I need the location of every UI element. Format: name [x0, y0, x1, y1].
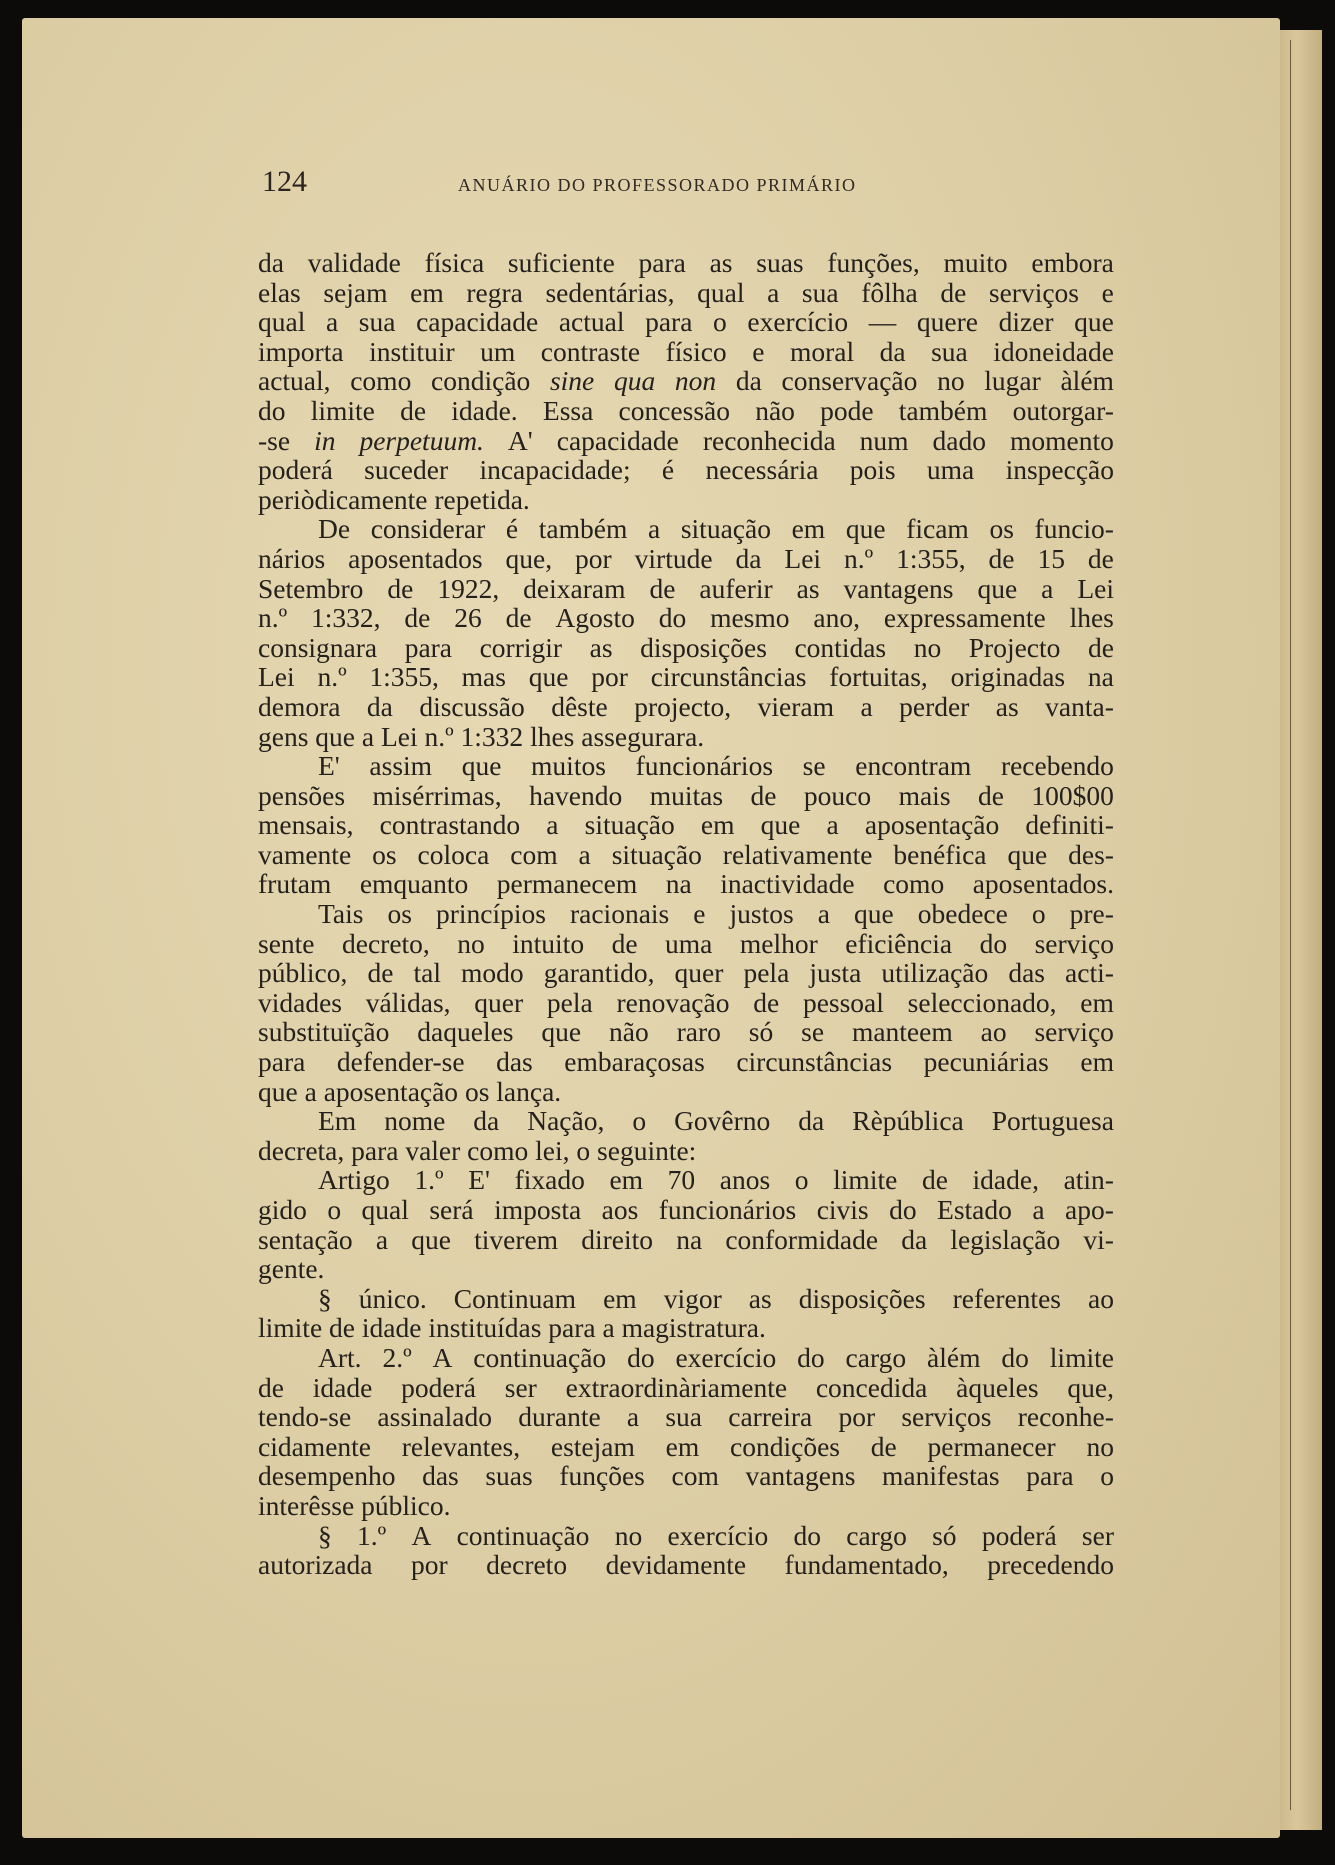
text-line: n.º 1:332, de 26 de Agosto do mesmo ano, expressamente lhes: [258, 602, 1114, 634]
text-line: actual, como condição sine qua non da conservação no lugar àlém: [258, 365, 1114, 397]
text-line: interêsse público.: [258, 1489, 451, 1521]
text-line: E' assim que muitos funcionários se encontram recebendo: [318, 750, 1114, 782]
text-line: Setembro de 1922, deixaram de auferir as vantagens que a Lei: [258, 572, 1114, 604]
running-title: ANUÁRIO DO PROFESSORADO PRIMÁRIO: [458, 175, 857, 195]
text-line: Art. 2.º A continuação do exercício do cargo àlém do limite: [318, 1341, 1114, 1373]
text-line: que a aposentação os lança.: [258, 1075, 562, 1107]
text-line: autorizada por decreto devidamente fundamentado, precedendo: [258, 1549, 1114, 1581]
text-line: desempenho das suas funções com vantagens manifestas para o: [258, 1460, 1114, 1492]
text-line: gens que a Lei n.º 1:332 lhes assegurara.: [258, 720, 705, 752]
text-line: gente.: [258, 1253, 325, 1285]
text-line: demora da discussão dêste projecto, vieram a perder as vanta-: [258, 690, 1114, 722]
text-line: do limite de idade. Essa concessão não pode também outorgar-: [258, 394, 1114, 426]
text-line: limite de idade instituídas para a magistratura.: [258, 1312, 766, 1344]
page-edge-line: [1290, 40, 1291, 1810]
text-line: § único. Continuam em vigor as disposições referentes ao: [318, 1282, 1114, 1314]
text-line: elas sejam em regra sedentárias, qual a sua fôlha de serviços e: [258, 276, 1114, 308]
body-text: [258, 248, 1114, 1580]
text-line: vamente os coloca com a situação relativamente benéfica que des-: [258, 838, 1114, 870]
text-line: periòdicamente repetida.: [258, 483, 530, 515]
text-line: pensões misérrimas, havendo muitas de pouco mais de 100$00: [258, 779, 1114, 811]
text-line: importa instituir um contraste físico e moral da sua idoneidade: [258, 335, 1114, 367]
text-line: Artigo 1.º E' fixado em 70 anos o limite de idade, atin-: [318, 1164, 1114, 1196]
text-line: mensais, contrastando a situação em que a aposentação definiti-: [258, 809, 1114, 841]
text-line: Em nome da Nação, o Govêrno da Rèpública Portuguesa: [318, 1105, 1114, 1137]
page-edge: [1280, 30, 1322, 1830]
text-line: gido o qual será imposta aos funcionários civis do Estado a apo-: [258, 1194, 1114, 1225]
text-line: qual a sua capacidade actual para o exercício — quere dizer que: [258, 306, 1114, 338]
text-line: de idade poderá ser extraordinàriamente concedida àqueles que,: [258, 1371, 1114, 1403]
text-line: substituïção daqueles que não raro só se manteem ao serviço: [258, 1016, 1114, 1048]
page-number: 124: [262, 165, 307, 198]
text-line: -se in perpetuum. A' capacidade reconhecida num dado momento: [258, 424, 1114, 456]
text-line: vidades válidas, quer pela renovação de pessoal seleccionado, em: [258, 986, 1114, 1018]
text-line: sentação a que tiverem direito na conformidade da legislação vi-: [258, 1223, 1114, 1255]
text-line: decreta, para valer como lei, o seguinte:: [258, 1134, 697, 1166]
text-line: Lei n.º 1:355, mas que por circunstâncias fortuitas, originadas na: [258, 661, 1114, 693]
text-line: consignara para corrigir as disposições contidas no Projecto de: [258, 631, 1114, 663]
text-line: público, de tal modo garantido, quer pela justa utilização das acti-: [258, 957, 1114, 989]
text-line: da validade física suficiente para as suas funções, muito embora: [258, 247, 1114, 278]
page-header: [262, 165, 942, 205]
text-line: De considerar é também a situação em que ficam os funcio-: [318, 513, 1114, 545]
text-line: sente decreto, no intuito de uma melhor eficiência do serviço: [258, 927, 1114, 959]
text-line: nários aposentados que, por virtude da Lei n.º 1:355, de 15 de: [258, 542, 1114, 574]
text-line: cidamente relevantes, estejam em condições de permanecer no: [258, 1430, 1114, 1462]
text-line: para defender-se das embaraçosas circunstâncias pecuniárias em: [258, 1046, 1114, 1078]
text-line: Tais os princípios racionais e justos a que obedece o pre-: [318, 898, 1114, 930]
text-line: § 1.º A continuação no exercício do cargo só poderá ser: [318, 1519, 1114, 1551]
text-line: tendo-se assinalado durante a sua carreira por serviços reconhe-: [258, 1401, 1114, 1433]
text-line: frutam emquanto permanecem na inactividade como aposentados.: [258, 868, 1114, 900]
text-line: poderá suceder incapacidade; é necessária pois uma inspecção: [258, 454, 1114, 486]
